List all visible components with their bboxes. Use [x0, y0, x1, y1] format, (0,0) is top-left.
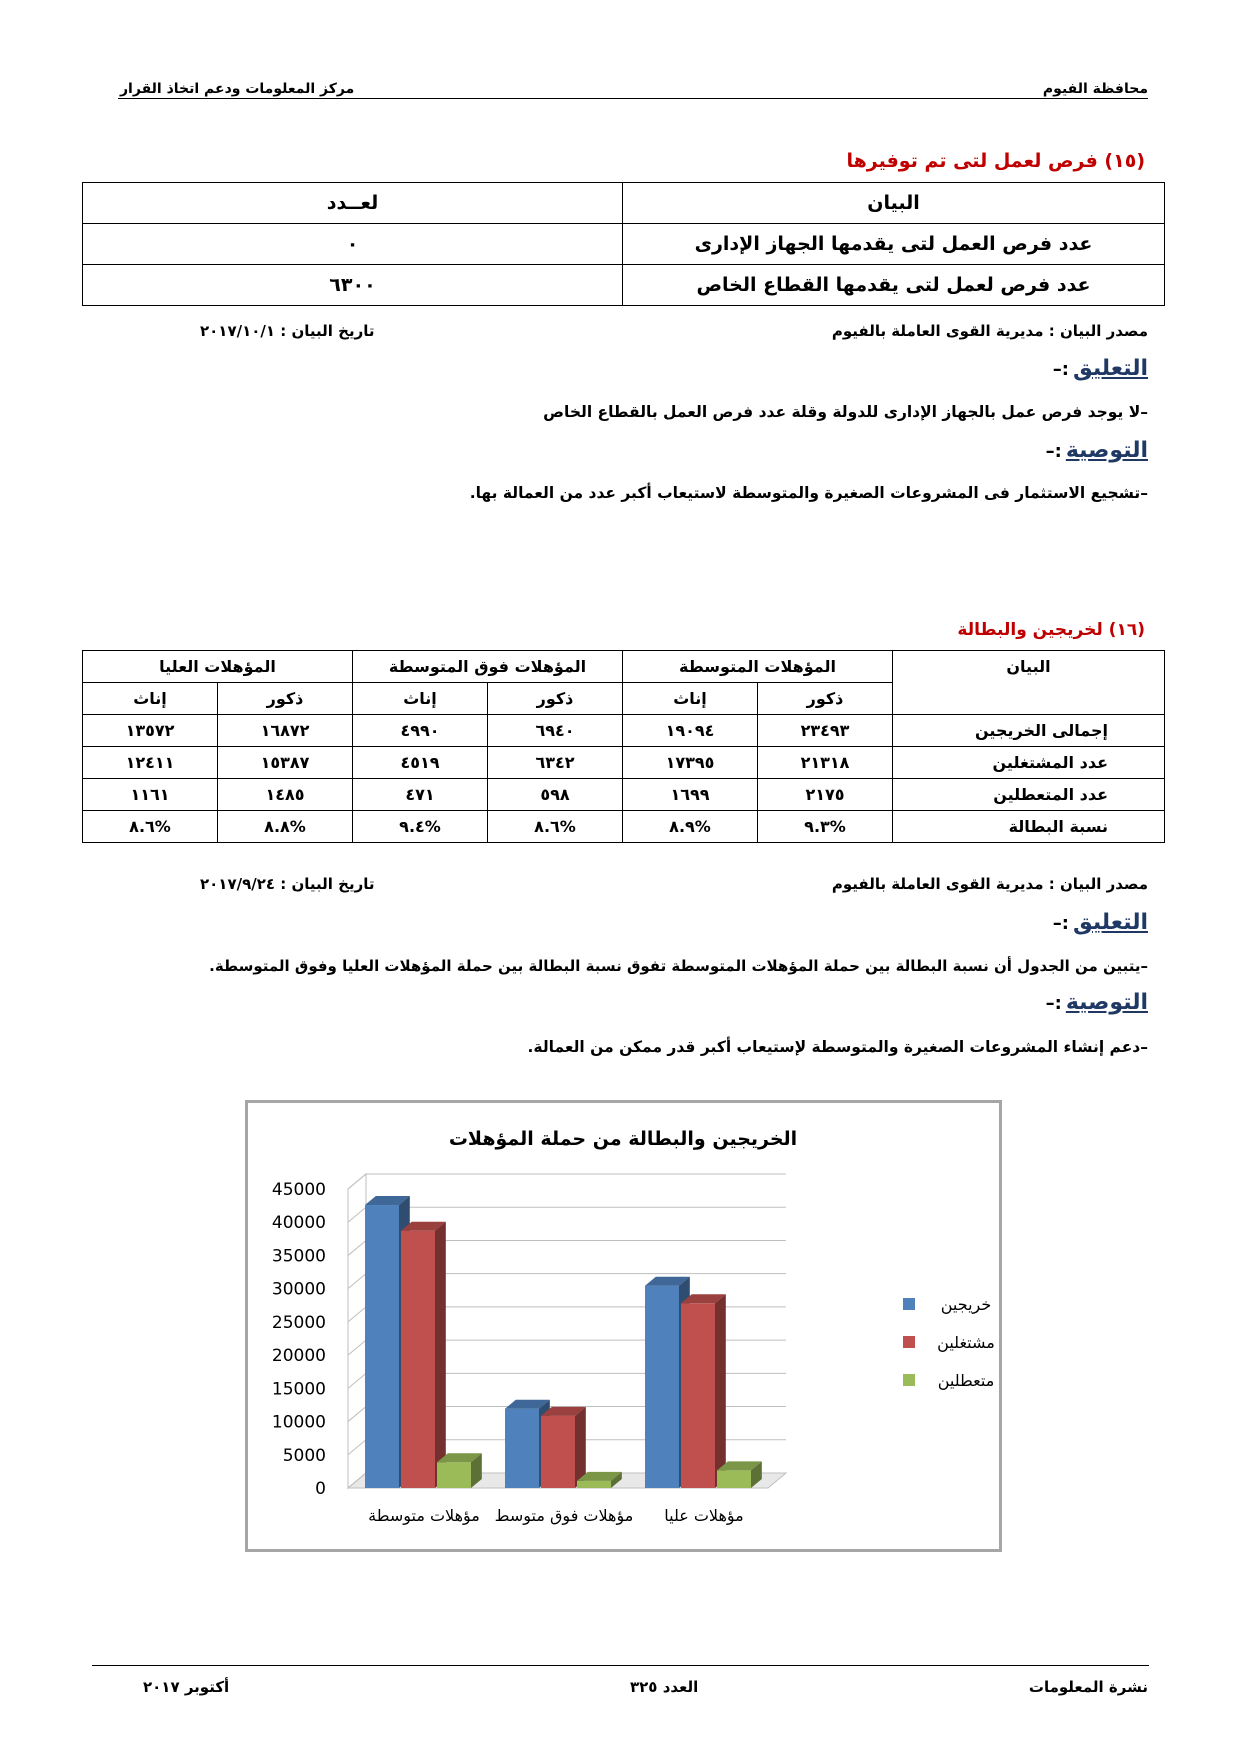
table-cell: %٨.٦: [83, 811, 218, 843]
table-cell: ١٤٨٥: [218, 779, 353, 811]
footer-rule: [92, 1665, 1149, 1666]
subheader-female: إناث: [353, 683, 488, 715]
bar: [645, 1286, 679, 1488]
subheader-male: ذكور: [488, 683, 623, 715]
y-tick-label: 40000: [271, 1213, 326, 1234]
header-group-higher: المؤهلات العليا: [83, 651, 353, 683]
table-cell: %٨.٩: [623, 811, 758, 843]
bar: [505, 1409, 539, 1488]
table-header-row: [83, 183, 1165, 224]
y-tick-label: 20000: [271, 1346, 326, 1367]
graduates-table: [82, 650, 1165, 843]
subheader-female: إناث: [83, 683, 218, 715]
table-cell: %٨.٦: [488, 811, 623, 843]
y-tick-label: 35000: [271, 1246, 326, 1267]
table-row: [83, 811, 1165, 843]
section-16-comment-heading: التعليق:–: [1052, 910, 1148, 935]
y-tick-label: 15000: [271, 1379, 326, 1400]
table-cell: %٨.٨: [218, 811, 353, 843]
jobs-table: [82, 182, 1165, 306]
chart-gridline: [348, 1174, 786, 1189]
table-row: [83, 747, 1165, 779]
table-cell: ١٩٠٩٤: [623, 715, 758, 747]
bar: [437, 1462, 471, 1488]
bar: [577, 1481, 611, 1488]
x-tick-label: مؤهلات متوسطة: [368, 1506, 480, 1525]
bar: [717, 1470, 751, 1488]
table-cell: ١٢٤١١: [83, 747, 218, 779]
row-label: إجمالى الخريجين: [893, 715, 1165, 747]
table-cell: ٤٥١٩: [353, 747, 488, 779]
x-tick-label: مؤهلات عليا: [664, 1506, 744, 1525]
table-cell: ١٧٣٩٥: [623, 747, 758, 779]
table-cell: %٩.٣: [758, 811, 893, 843]
table-row: [83, 224, 1165, 265]
legend-swatch: [903, 1374, 915, 1386]
section-15-comment-text: –لا يوجد فرص عمل بالجهاز الإدارى للدولة وقلة عدد فرص العمل بالقطاع الخاص: [543, 403, 1148, 421]
bar: [681, 1303, 715, 1488]
table-cell: ٦٣٤٢: [488, 747, 623, 779]
header-cell-count: لعــدد: [83, 183, 623, 224]
section-15-comment-heading: التعليق:–: [1052, 356, 1148, 381]
y-tick-label: 5000: [282, 1445, 326, 1466]
chart-title: الخريجين والبطالة من حملة المؤهلات: [448, 1128, 798, 1150]
chart-side-wall: [348, 1174, 366, 1488]
table-cell: ٢٣٤٩٣: [758, 715, 893, 747]
row-label: عدد فرص لعمل لتى يقدمها القطاع الخاص: [623, 265, 1165, 306]
section-15-recommend-text: –تشجيع الاستثمار فى المشروعات الصغيرة والمتوسطة لاستيعاب أكبر عدد من العمالة بها.: [469, 484, 1148, 502]
y-tick-label: 25000: [271, 1312, 326, 1333]
bar-chart: [248, 1103, 999, 1549]
table-cell: ٤٧١: [353, 779, 488, 811]
footer-date: أكتوبر ٢٠١٧: [143, 1678, 230, 1696]
legend-swatch: [903, 1298, 915, 1310]
table-cell: ٤٩٩٠: [353, 715, 488, 747]
header-governorate: محافظة الفيوم: [1042, 81, 1148, 97]
legend-swatch: [903, 1336, 915, 1348]
header-group-intermediate: المؤهلات المتوسطة: [623, 651, 893, 683]
table-row: [83, 779, 1165, 811]
table-cell: ٢١٧٥: [758, 779, 893, 811]
header-rule: [118, 98, 1148, 99]
subheader-female: إناث: [623, 683, 758, 715]
footer-bulletin-name: نشرة المعلومات: [1028, 1678, 1148, 1696]
section-16-title: (١٦) لخريجين والبطالة: [957, 620, 1145, 640]
section-15-source: مصدر البيان : مديرية القوى العاملة بالفيوم: [831, 322, 1148, 340]
row-label: عدد فرص العمل لتى يقدمها الجهاز الإدارى: [623, 224, 1165, 265]
table-cell: ١٦٩٩: [623, 779, 758, 811]
header-center-name: مركز المعلومات ودعم اتخاذ القرار: [120, 81, 355, 97]
y-tick-label: 30000: [271, 1279, 326, 1300]
heading-suffix: :–: [1045, 993, 1062, 1014]
table-cell: %٩.٤: [353, 811, 488, 843]
table-row: [83, 715, 1165, 747]
header-group-above-intermediate: المؤهلات فوق المتوسطة: [353, 651, 623, 683]
heading-suffix: :–: [1045, 441, 1062, 462]
table-cell: ١٥٣٨٧: [218, 747, 353, 779]
section-16-recommend-text: –دعم إنشاء المشروعات الصغيرة والمتوسطة لإستيعاب أكبر قدر ممكن من العمالة.: [527, 1038, 1148, 1056]
header-cell-statement: البيان: [893, 651, 1165, 715]
chart-gridline: [348, 1207, 786, 1222]
legend-label: متعطلين: [937, 1371, 995, 1390]
table-cell: ١١٦١: [83, 779, 218, 811]
section-16-comment-text: –يتبين من الجدول أن نسبة البطالة بين حملة المؤهلات المتوسطة تفوق نسبة البطالة بين حملة المؤهلات العليا وفوق المتوسطة.: [209, 957, 1148, 975]
chart-frame: [245, 1100, 1002, 1552]
section-15-recommend-heading: التوصية:–: [1045, 438, 1148, 463]
row-label: عدد المتعطلين: [893, 779, 1165, 811]
heading-suffix: :–: [1052, 359, 1069, 380]
table-cell: ١٦٨٧٢: [218, 715, 353, 747]
row-value: ٠: [83, 224, 623, 265]
table-cell: ٥٩٨: [488, 779, 623, 811]
table-header-row: [83, 651, 1165, 683]
subheader-male: ذكور: [218, 683, 353, 715]
y-tick-label: 0: [315, 1479, 326, 1499]
bar-side: [435, 1222, 446, 1488]
x-tick-label: مؤهلات فوق متوسط: [494, 1506, 634, 1525]
footer-issue-number: العدد ٣٢٥: [630, 1678, 699, 1696]
bar: [365, 1205, 399, 1488]
bar-side: [715, 1294, 726, 1488]
table-cell: ٦٩٤٠: [488, 715, 623, 747]
legend-label: خريجين: [940, 1295, 992, 1314]
row-value: ٦٣٠٠: [83, 265, 623, 306]
y-tick-label: 45000: [271, 1180, 326, 1200]
section-16-recommend-heading: التوصية:–: [1045, 990, 1148, 1015]
header-cell-statement: البيان: [623, 183, 1165, 224]
section-15-title: (١٥) فرص لعمل لتى تم توفيرها: [846, 150, 1145, 172]
section-16-source: مصدر البيان : مديرية القوى العاملة بالفيوم: [831, 875, 1148, 893]
table-cell: ١٣٥٧٢: [83, 715, 218, 747]
heading-suffix: :–: [1052, 913, 1069, 934]
section-16-date: تاريخ البيان : ٢٠١٧/٩/٢٤: [200, 875, 375, 893]
legend-label: مشتغلين: [937, 1333, 995, 1352]
row-label: نسبة البطالة: [893, 811, 1165, 843]
y-tick-label: 10000: [271, 1412, 326, 1433]
table-cell: ٢١٣١٨: [758, 747, 893, 779]
row-label: عدد المشتغلين: [893, 747, 1165, 779]
bar: [401, 1231, 435, 1488]
section-15-date: تاريخ البيان : ٢٠١٧/١٠/١: [200, 322, 375, 340]
subheader-male: ذكور: [758, 683, 893, 715]
table-row: [83, 265, 1165, 306]
bar: [541, 1416, 575, 1488]
